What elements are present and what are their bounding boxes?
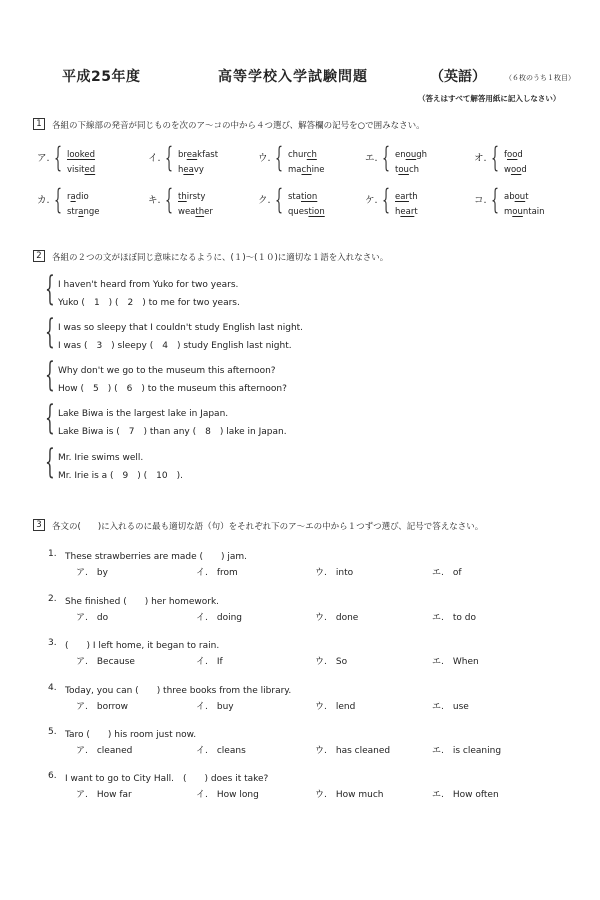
- exam-title: 高等学校入学試験問題: [218, 69, 368, 85]
- pair-word-2: heart: [395, 207, 418, 217]
- pair-word-1: [67, 150, 95, 160]
- question-text: These strawberries are made ( ) jam.: [65, 552, 248, 562]
- question-number: 4.: [48, 683, 57, 693]
- pair-label: イ.: [148, 153, 161, 164]
- pair-label: ア.: [37, 153, 50, 164]
- question-number: 5.: [48, 727, 57, 737]
- pair-word-2: visited: [67, 165, 96, 175]
- sentence-original: I was so sleepy that I couldn't study English last night.: [58, 323, 304, 333]
- pair-word-2: machine: [288, 165, 325, 175]
- answer-choice: ア. cleaned: [76, 746, 133, 756]
- brace-icon: {: [45, 269, 55, 309]
- sentence-rewrite: Mr. Irie is a ( 9 ) ( 10 ).: [58, 471, 183, 481]
- pair-label: キ.: [148, 195, 161, 206]
- underlined-part: ou: [512, 207, 523, 217]
- underlined-part: tion: [308, 207, 325, 217]
- answer-choice: ウ. How much: [315, 790, 384, 800]
- brace-icon: {: [275, 183, 284, 216]
- pair-word-2: strange: [67, 207, 100, 217]
- underlined-part: ch: [306, 150, 317, 160]
- brace-icon: {: [491, 141, 500, 174]
- sentence-original: I haven't heard from Yuko for two years.: [58, 280, 239, 290]
- pair-word-1: church: [288, 150, 317, 160]
- answer-choice: エ. is cleaning: [432, 746, 502, 756]
- underlined-part: ea: [183, 165, 194, 175]
- question-text: Today, you can ( ) three books from the library.: [65, 686, 292, 696]
- pair-label: オ.: [474, 153, 487, 164]
- question-text: Taro ( ) his room just now.: [65, 730, 197, 740]
- page-count-note: （６枚のうち１枚目）: [505, 74, 575, 82]
- answer-choice: イ. How long: [196, 790, 259, 800]
- underlined-part: a: [70, 192, 76, 202]
- answer-choice: エ. How often: [432, 790, 499, 800]
- answer-choice: ア. do: [76, 613, 109, 623]
- answer-choice: イ. doing: [196, 613, 242, 623]
- sentence-original: Why don't we go to the museum this afternoon?: [58, 366, 276, 376]
- answer-choice: ア. Because: [76, 657, 135, 667]
- answer-choice: ウ. into: [315, 568, 354, 578]
- question-text: ( ) I left home, it began to rain.: [65, 641, 220, 651]
- question-text: She finished ( ) her homework.: [65, 597, 220, 607]
- pair-word-2: weather: [178, 207, 213, 217]
- pair-word-2: touch: [395, 165, 419, 175]
- answer-choice: ウ. So: [315, 657, 348, 667]
- pair-word-2: mountain: [504, 207, 545, 217]
- answer-choice: エ. use: [432, 702, 469, 712]
- section1-instruction: 各組の下線部の発音が同じものを次のア～コの中から４つ選び、解答欄の記号を○で囲みなさい。: [52, 121, 425, 131]
- brace-icon: {: [45, 355, 55, 395]
- underlined-part: ed: [84, 165, 96, 175]
- pair-word-1: earth: [395, 192, 418, 202]
- underlined-part: th: [195, 207, 205, 217]
- answer-choice: ア. by: [76, 568, 108, 578]
- underlined-part: oo: [510, 165, 522, 175]
- underlined-part: ea: [186, 150, 198, 160]
- sentence-original: Lake Biwa is the largest lake in Japan.: [58, 409, 229, 419]
- pair-word-2: question: [288, 207, 325, 217]
- pair-label: コ.: [474, 195, 487, 206]
- underlined-part: ou: [514, 192, 526, 202]
- pair-word-1: thirsty: [178, 192, 206, 202]
- underlined-part: ou: [398, 165, 409, 175]
- pair-word-2: heavy: [178, 165, 204, 175]
- exam-subject: （英語）: [430, 69, 486, 85]
- answer-choice: イ. cleans: [196, 746, 246, 756]
- sentence-rewrite: How ( 5 ) ( 6 ) to the museum this afternoon?: [58, 384, 287, 394]
- underlined-part: oo: [507, 150, 518, 160]
- brace-icon: {: [491, 183, 500, 216]
- pair-label: ケ.: [365, 195, 378, 206]
- brace-icon: {: [45, 442, 55, 482]
- answer-choice: ウ. lend: [315, 702, 356, 712]
- pair-word-1: food: [504, 150, 523, 160]
- pair-label: ク.: [258, 195, 271, 206]
- brace-icon: {: [45, 312, 55, 352]
- answer-choice: ウ. done: [315, 613, 359, 623]
- answer-choice: ウ. has cleaned: [315, 746, 391, 756]
- underlined-part: ou: [405, 150, 417, 160]
- brace-icon: {: [165, 183, 174, 216]
- brace-icon: {: [45, 398, 55, 438]
- underlined-part: looked: [67, 150, 96, 160]
- section3-instruction: 各文の( )に入れるのに最も適切な語（句）をそれぞれ下のア～エの中から１つずつ選び、記号で答えなさい。: [52, 522, 484, 532]
- underlined-part: th: [178, 192, 187, 202]
- sentence-rewrite: Lake Biwa is ( 7 ) than any ( 8 ) lake in Japan.: [58, 427, 287, 437]
- underlined-part: tion: [300, 192, 318, 202]
- section2-number: 2: [33, 250, 45, 262]
- answer-choice: ア. How far: [76, 790, 132, 800]
- sentence-rewrite: Yuko ( 1 ) ( 2 ) to me for two years.: [58, 298, 240, 308]
- pair-word-2: wood: [504, 165, 527, 175]
- section2-instruction: 各組の２つの文がほぼ同じ意味になるように、(１)～(１０)に適切な１語を入れなさい。: [52, 253, 389, 263]
- underlined-part: ear: [400, 207, 415, 217]
- answer-choice: ア. borrow: [76, 702, 128, 712]
- pair-label: エ.: [365, 153, 378, 164]
- underlined-part: a: [78, 207, 84, 217]
- exam-year: 平成25年度: [62, 69, 141, 85]
- question-number: 2.: [48, 594, 57, 604]
- underlined-part: ch: [301, 165, 312, 175]
- pair-word-1: station: [288, 192, 318, 202]
- pair-label: カ.: [37, 195, 50, 206]
- question-text: I want to go to City Hall. ( ) does it take?: [65, 774, 269, 784]
- brace-icon: {: [275, 141, 284, 174]
- brace-icon: {: [165, 141, 174, 174]
- pair-word-1: breakfast: [178, 150, 219, 160]
- answer-choice: イ. buy: [196, 702, 234, 712]
- answer-sheet-note: （答えはすべて解答用紙に記入しなさい）: [418, 94, 561, 103]
- question-number: 3.: [48, 638, 57, 648]
- question-number: 1.: [48, 549, 57, 559]
- pair-word-1: about: [504, 192, 529, 202]
- pair-label: ウ.: [258, 153, 271, 164]
- answer-choice: イ. from: [196, 568, 238, 578]
- answer-choice: エ. of: [432, 568, 462, 578]
- answer-choice: イ. If: [196, 657, 223, 667]
- pair-word-1: radio: [67, 192, 89, 202]
- brace-icon: {: [54, 183, 63, 216]
- question-number: 6.: [48, 771, 57, 781]
- brace-icon: {: [382, 183, 391, 216]
- answer-choice: エ. When: [432, 657, 479, 667]
- underlined-part: ear: [395, 192, 409, 202]
- sentence-original: Mr. Irie swims well.: [58, 453, 144, 463]
- section3-number: 3: [33, 519, 45, 531]
- pair-word-1: enough: [395, 150, 428, 160]
- section1-number: 1: [33, 118, 45, 130]
- brace-icon: {: [382, 141, 391, 174]
- brace-icon: {: [54, 141, 63, 174]
- answer-choice: エ. to do: [432, 613, 476, 623]
- sentence-rewrite: I was ( 3 ) sleepy ( 4 ) study English last night.: [58, 341, 292, 351]
